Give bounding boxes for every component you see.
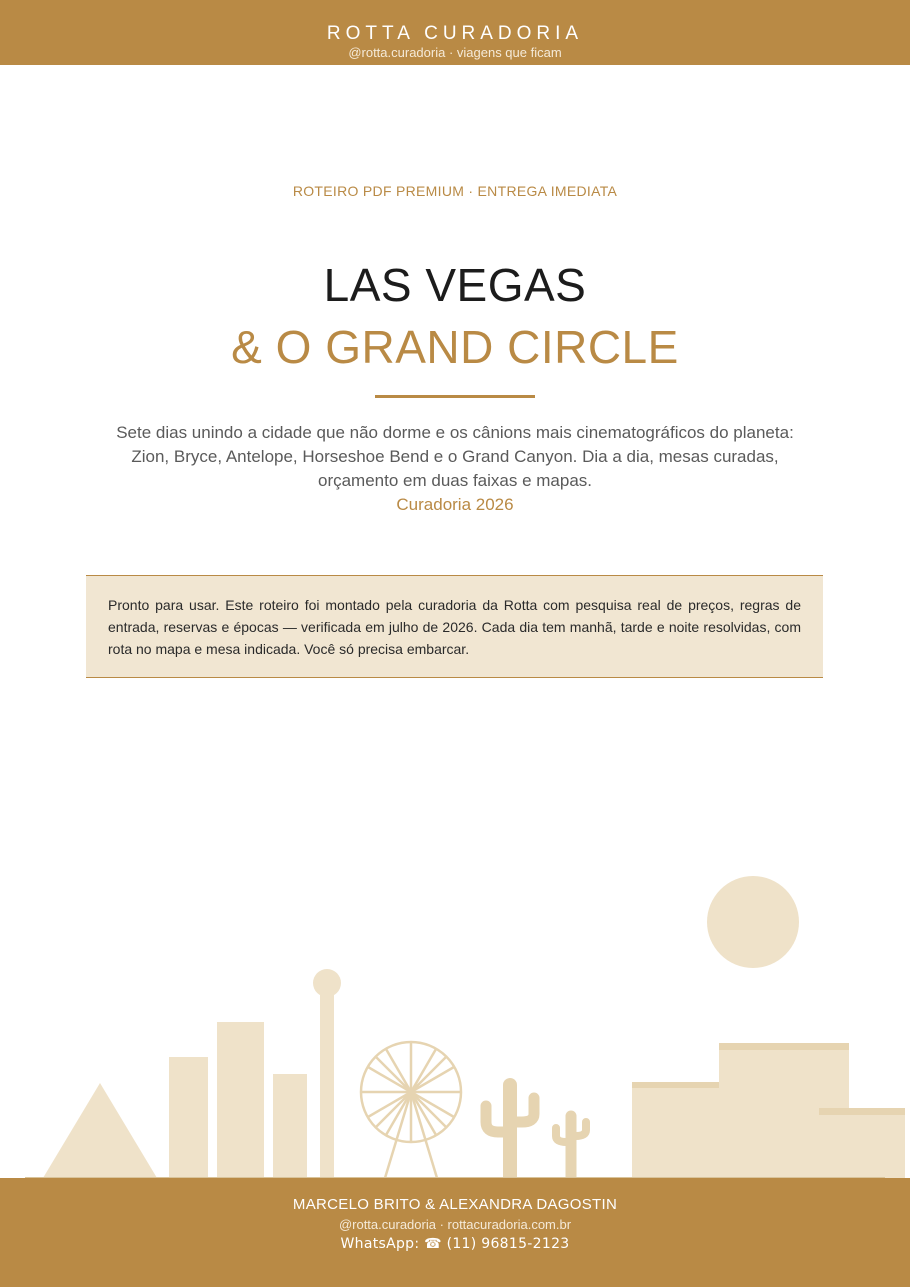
cover-title-line2: & O GRAND CIRCLE — [231, 321, 679, 373]
cover-description: Sete dias unindo a cidade que não dorme e os cânions mais cinematográficos do planeta: Zion, Bryce, Antelope, Horseshoe Bend e o Grand Canyon. Dia a dia, mesas curadas, orçamento em duas faixas e mapas. — [116, 423, 794, 490]
title-divider — [375, 395, 535, 398]
mesa-right — [819, 1109, 905, 1178]
pyramid-shape — [43, 1083, 157, 1178]
short-building — [273, 1074, 307, 1178]
cover-title-line1: LAS VEGAS — [323, 259, 587, 311]
brand-name: ROTTA CURADORIA — [326, 23, 584, 44]
mesa-left — [632, 1083, 719, 1178]
footer-bar — [0, 1178, 910, 1287]
stratosphere-pole — [320, 990, 334, 1178]
notice-text: Pronto para usar. Este roteiro foi montado pela curadoria da Rotta com pesquisa real de preços, regras de entrada, reservas e épocas — verificada em julho de 2026. Cada dia tem manhã, tarde e noite resolvidas, com rota no mapa e mesa indicada. Você só precisa embarcar. — [108, 597, 801, 657]
ferris-wheel-icon — [361, 1042, 461, 1178]
footer-authors: MARCELO BRITO & ALEXANDRA DAGOSTIN — [292, 1196, 618, 1213]
ready-to-use-notice — [86, 575, 823, 678]
stratosphere-top — [313, 969, 341, 997]
footer-links: @rotta.curadoria · rottacuradoria.com.br — [338, 1217, 572, 1232]
sun-icon — [707, 876, 799, 968]
cactus-icon — [486, 1085, 586, 1178]
header-bar — [0, 0, 910, 65]
footer-whatsapp: WhatsApp: ☎ (11) 96815-2123 — [340, 1236, 570, 1252]
tower-building — [169, 1057, 208, 1178]
cover-edition: Curadoria 2026 — [396, 495, 514, 514]
skyline-illustration — [0, 860, 910, 1180]
cover-eyebrow: ROTEIRO PDF PREMIUM · ENTREGA IMEDIATA — [292, 183, 618, 199]
brand-subline: @rotta.curadoria · viagens que ficam — [348, 45, 562, 60]
tall-building — [217, 1022, 264, 1178]
